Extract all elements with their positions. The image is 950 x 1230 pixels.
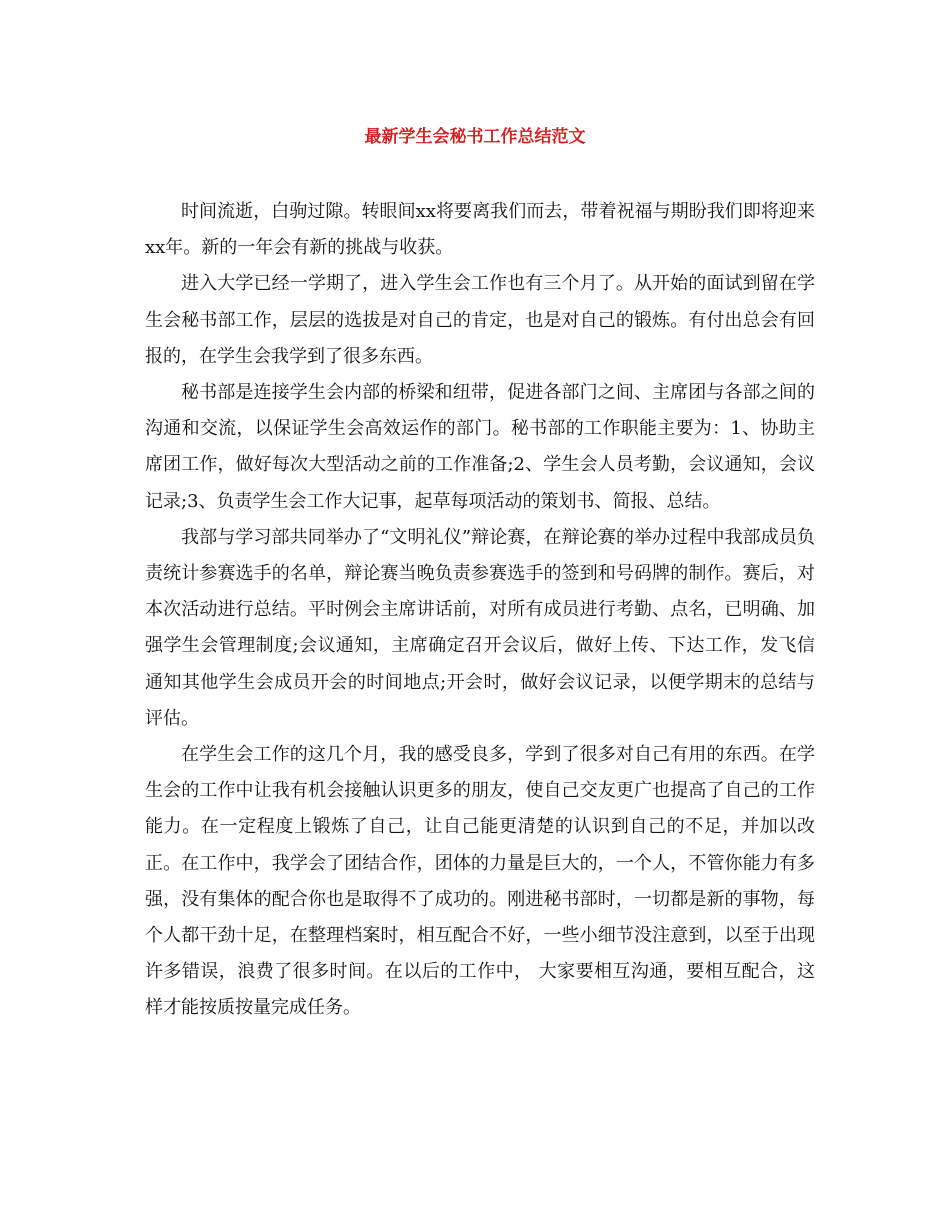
paragraph-1: 时间流逝，白驹过隙。转眼间xx将要离我们而去，带着祝福与期盼我们即将迎来xx年。新的一年会有新的挑战与收获。 [145, 201, 815, 259]
document-title: 最新学生会秘书工作总结范文 [364, 127, 586, 147]
paragraph-3: 秘书部是连接学生会内部的桥梁和纽带，促进各部门之间、主席团与各部之间的沟通和交流，以保证学生会高效运作的部门。秘书部的工作职能主要为：1、协助主席团工作，做好每次大型活动之前的工作准备;2、学生会人员考勤，会议通知，会议记录;3、负责学生会工作大记事，起草每项活动的策划书、简报、总结。 [145, 382, 815, 512]
document-body [145, 194, 815, 1027]
paragraph-4: 我部与学习部共同举办了“文明礼仪”辩论赛，在辩论赛的举办过程中我部成员负责统计参赛选手的名单，辩论赛当晚负责参赛选手的签到和号码牌的制作。赛后，对本次活动进行总结。平时例会主席讲话前，对所有成员进行考勤、点名，已明确、加强学生会管理制度;会议通知，主席确定召开会议后，做好上传、下达工作，发飞信通知其他学生会成员开会的时间地点;开会时，做好会议记录，以便学期末的总结与评估。 [145, 526, 815, 729]
paragraph-5: 在学生会工作的这几个月，我的感受良多，学到了很多对自己有用的东西。在学生会的工作中让我有机会接触认识更多的朋友，使自己交友更广也提高了自己的工作能力。在一定程度上锻炼了自己，让自己能更清楚的认识到自己的不足，并加以改正。在工作中，我学会了团结合作，团体的力量是巨大的，一个人，不管你能力有多强，没有集体的配合你也是取得不了成功的。刚进秘书部时，一切都是新的事物，每个人都干劲十足，在整理档案时，相互配合不好，一些小细节没注意到，以至于出现许多错误，浪费了很多时间。在以后的工作中， 大家要相互沟通，要相互配合，这样才能按质按量完成任务。 [145, 744, 815, 1019]
paragraph-2: 进入大学已经一学期了，进入学生会工作也有三个月了。从开始的面试到留在学生会秘书部工作，层层的选拔是对自己的肯定，也是对自己的锻炼。有付出总会有回报的，在学生会我学到了很多东西。 [145, 273, 815, 367]
